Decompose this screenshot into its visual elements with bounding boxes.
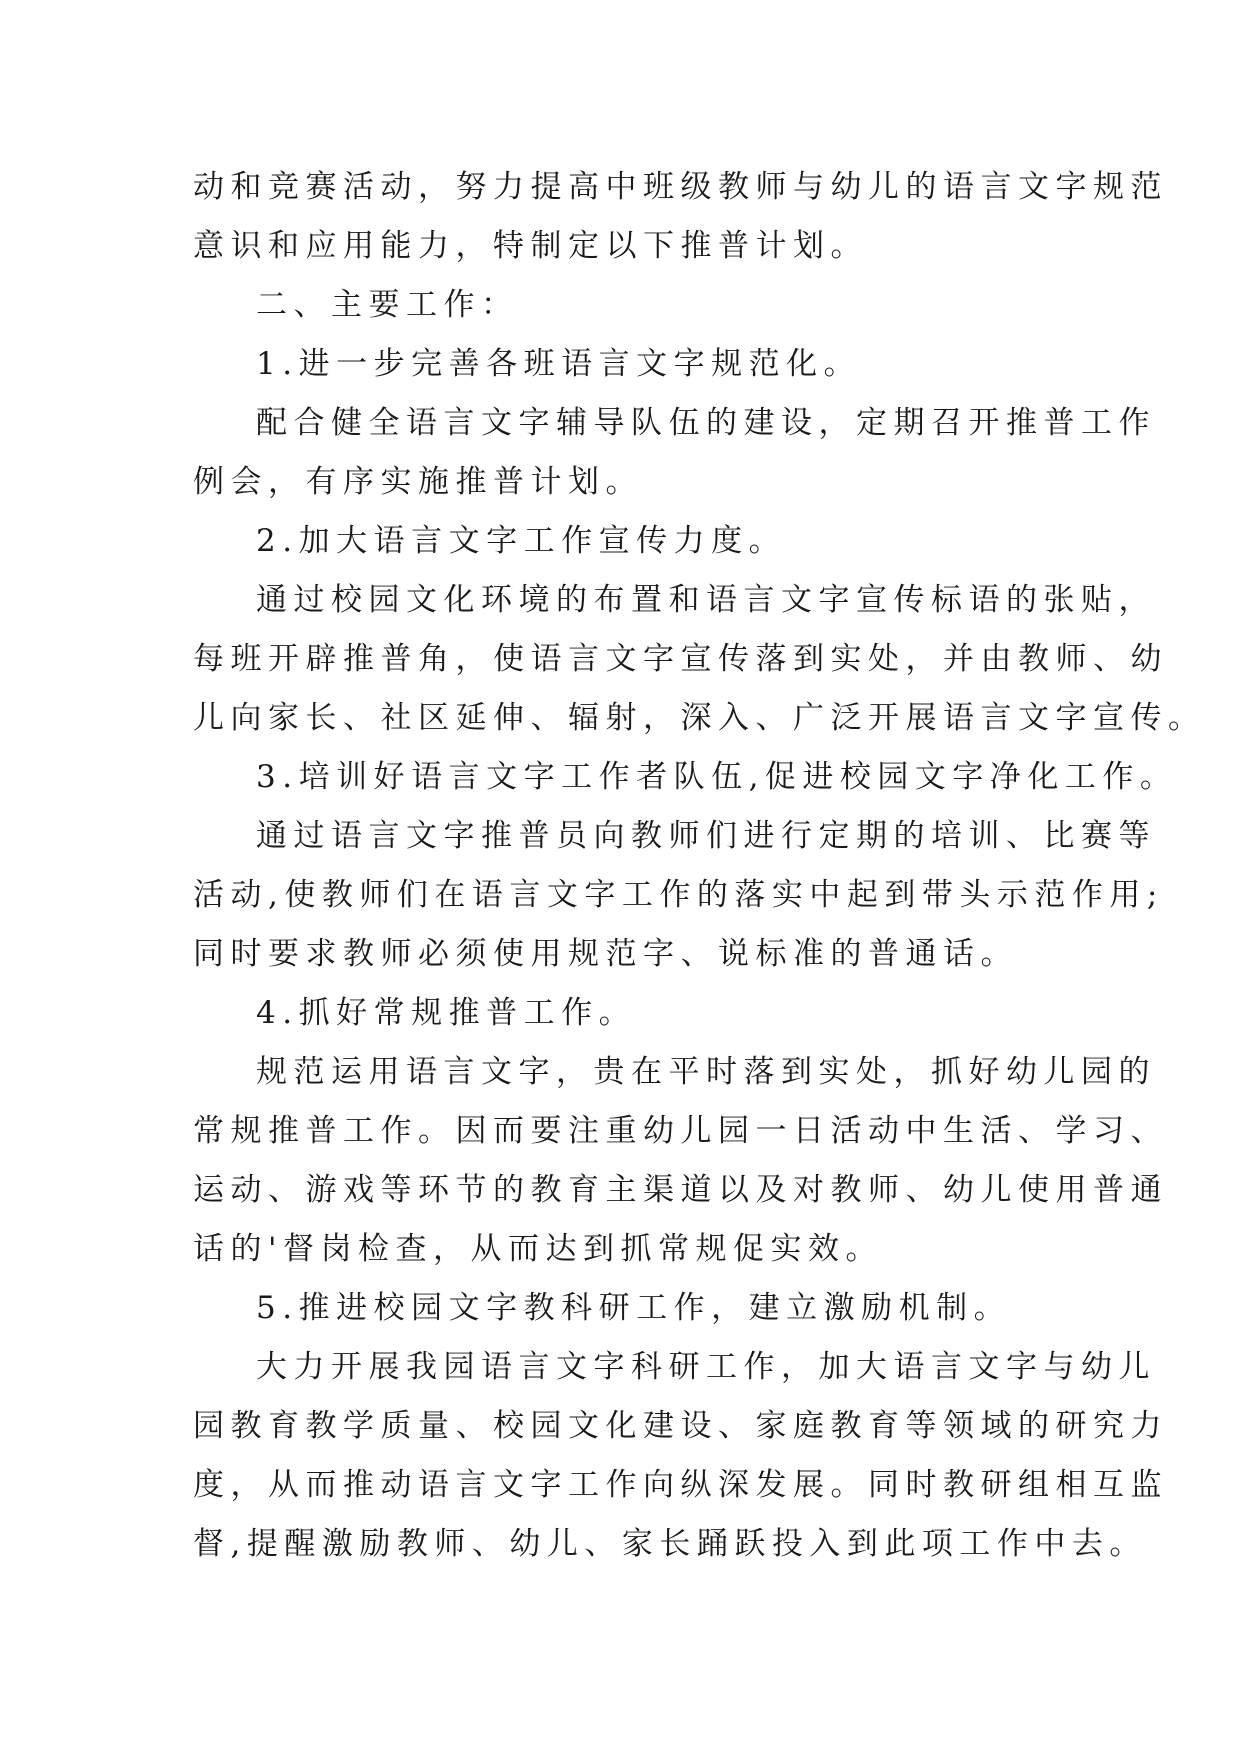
text-line-12: 通过语言文字推普员向教师们进行定期的培训、比赛等 [256, 818, 1156, 854]
item-heading-1: 1.进一步完善各班语言文字规范化。 [256, 346, 862, 382]
text-line-24: 督,提醒激励教师、幼儿、家长踊跃投入到此项工作中去。 [193, 1526, 1147, 1562]
text-line-23: 度，从而推动语言文字工作向纵深发展。同时教研组相互监 [193, 1467, 1168, 1503]
document-body [193, 158, 1206, 1574]
text-line-21: 大力开展我园语言文字科研工作，加大语言文字与幼儿 [256, 1349, 1156, 1385]
text-line-10: 儿向家长、社区延伸、辐射，深入、广泛开展语言文字宣传。 [193, 700, 1206, 736]
item-heading-5: 5.推进校园文字教科研工作，建立激励机制。 [256, 1290, 1012, 1326]
text-line-5: 配合健全语言文字辅导队伍的建设，定期召开推普工作 [256, 405, 1156, 441]
text-line-6: 例会，有序实施推普计划。 [193, 464, 643, 500]
text-line-22: 园教育教学质量、校园文化建设、家庭教育等领域的研究力 [193, 1408, 1168, 1444]
item-heading-2: 2.加大语言文字工作宣传力度。 [256, 523, 787, 559]
text-line-16: 规范运用语言文字，贵在平时落到实处，抓好幼儿园的 [256, 1054, 1156, 1090]
text-line-8: 通过校园文化环境的布置和语言文字宣传标语的张贴， [256, 582, 1156, 618]
text-line-9: 每班开辟推普角，使语言文字宣传落到实处，并由教师、幼 [193, 641, 1168, 677]
section-heading-main-work: 二、主要工作： [256, 287, 519, 323]
text-line-1: 动和竞赛活动，努力提高中班级教师与幼儿的语言文字规范 [193, 169, 1168, 205]
text-line-18: 运动、游戏等环节的教育主渠道以及对教师、幼儿使用普通 [193, 1172, 1168, 1208]
text-line-2: 意识和应用能力，特制定以下推普计划。 [193, 228, 868, 264]
text-line-19: 话的'督岗检查，从而达到抓常规促实效。 [193, 1231, 884, 1267]
text-line-17: 常规推普工作。因而要注重幼儿园一日活动中生活、学习、 [193, 1113, 1168, 1149]
text-line-14: 同时要求教师必须使用规范字、说标准的普通话。 [193, 936, 1018, 972]
item-heading-4: 4.抓好常规推普工作。 [256, 995, 637, 1031]
item-heading-3: 3.培训好语言文字工作者队伍,促进校园文字净化工作。 [256, 759, 1178, 795]
text-line-13: 活动,使教师们在语言文字工作的落实中起到带头示范作用; [193, 877, 1164, 913]
